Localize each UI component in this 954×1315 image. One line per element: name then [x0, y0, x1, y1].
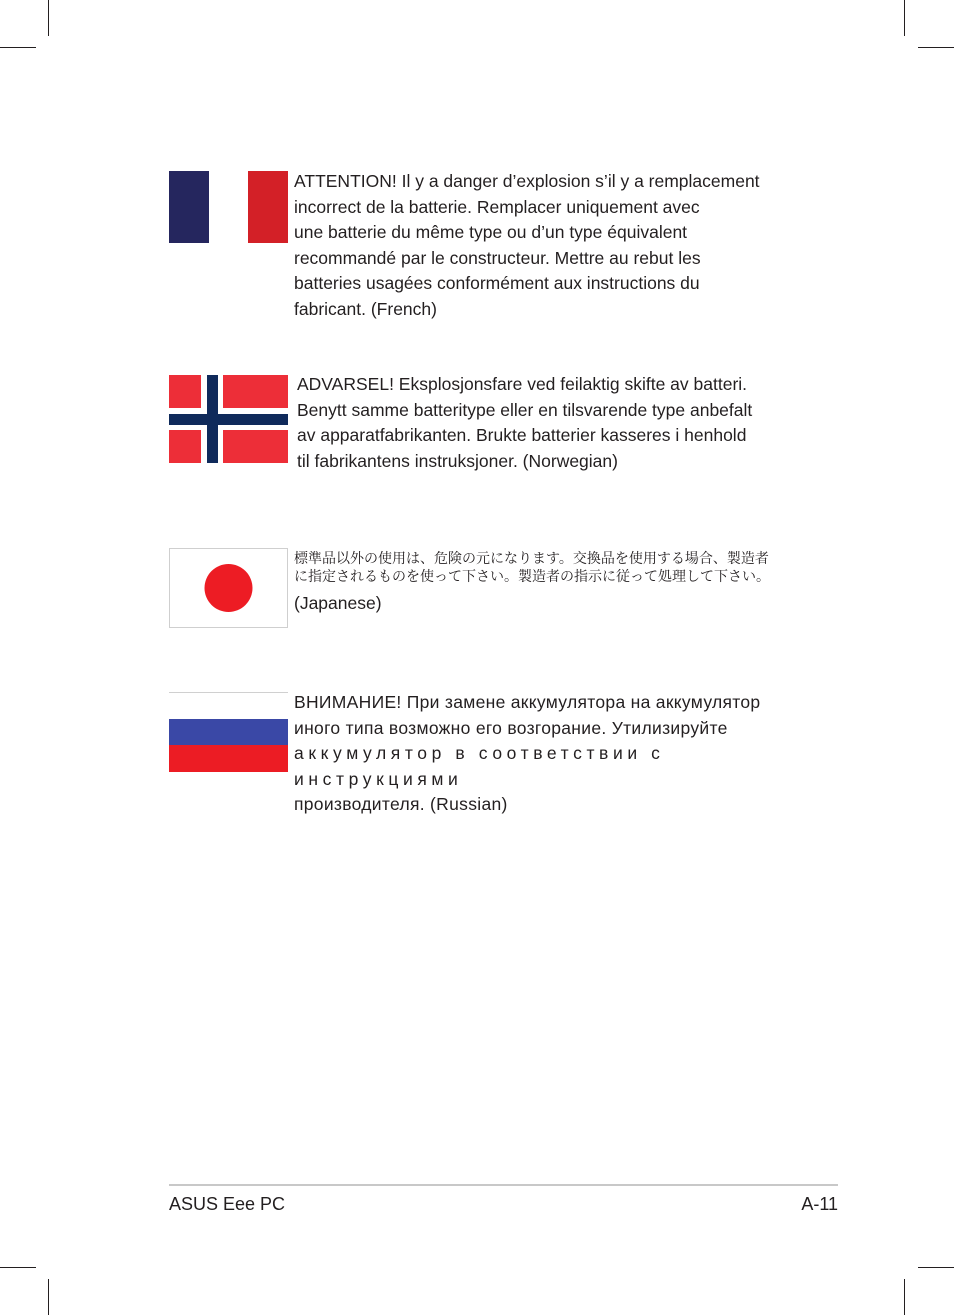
japanese-warning-line: に指定されるものを使って下さい。製造者の指示に従って処理して下さい。: [294, 569, 770, 585]
russian-flag-white-stripe: [169, 692, 288, 719]
norwegian-flag: [169, 375, 288, 463]
crop-mark-bottom-left-vertical: [48, 1279, 49, 1315]
footer-rule: [169, 1184, 838, 1186]
french-battery-warning: [294, 169, 799, 322]
russian-warning-line: ВНИМАНИЕ! При замене аккумулятора на аккумулятор: [294, 692, 761, 712]
japanese-battery-warning: [294, 550, 799, 586]
russian-flag: [169, 692, 288, 772]
french-flag-red-stripe: [248, 171, 288, 243]
japanese-warning-line: 標準品以外の使用は、危険の元になります。交換品を使用する場合、製造者: [294, 551, 769, 567]
norwegian-battery-warning: [297, 372, 797, 474]
crop-mark-bottom-right-vertical: [904, 1279, 905, 1315]
french-flag-white-stripe: [209, 171, 248, 243]
japanese-language-label: (Japanese): [294, 593, 382, 613]
french-warning-line: incorrect de la batterie. Remplacer uniquement avec: [294, 196, 700, 217]
russian-flag-top-edge: [169, 692, 288, 693]
crop-mark-top-left-horizontal: [0, 47, 36, 48]
french-flag: [169, 171, 288, 243]
crop-mark-bottom-right-horizontal: [918, 1267, 954, 1268]
russian-warning-line: иного типа возможно его возгорание. Утилизируйте: [294, 717, 728, 738]
russian-warning-line: аккумулятор в соответствии с инструкциями: [294, 743, 665, 789]
norwegian-warning-line: av apparatfabrikanten. Brukte batterier kasseres i henhold: [297, 425, 747, 445]
russian-flag-blue-stripe: [169, 719, 288, 745]
japanese-flag: [169, 548, 288, 628]
french-warning-line: ATTENTION! Il y a danger d’explosion s’il y a remplacement: [294, 171, 760, 191]
crop-mark-top-right-vertical: [904, 0, 905, 36]
french-warning-line: recommandé par le constructeur. Mettre au rebut les: [294, 247, 701, 268]
russian-warning-line: производителя. (Russian): [294, 794, 508, 814]
crop-mark-top-left-vertical: [48, 0, 49, 36]
norwegian-flag-blue-cross-horizontal: [169, 414, 288, 425]
norwegian-warning-line: Benytt samme batteritype eller en tilsvarende type anbefalt: [297, 399, 753, 420]
footer-product-name: ASUS Eee PC: [169, 1194, 286, 1214]
french-warning-line: fabricant. (French): [294, 298, 437, 319]
french-warning-line: batteries usagées conformément aux instructions du: [294, 273, 700, 293]
russian-battery-warning: [294, 690, 799, 818]
japanese-flag-disc: [205, 564, 253, 612]
crop-mark-bottom-left-horizontal: [0, 1267, 36, 1268]
norwegian-warning-line: ADVARSEL! Eksplosjonsfare ved feilaktig skifte av batteri.: [297, 374, 748, 394]
russian-flag-red-stripe: [169, 745, 288, 772]
french-warning-line: une batterie du même type ou d’un type équivalent: [294, 222, 688, 242]
norwegian-warning-line: til fabrikantens instruksjoner. (Norwegian): [297, 450, 618, 471]
french-flag-blue-stripe: [169, 171, 209, 243]
page-number: A-11: [801, 1194, 838, 1214]
crop-mark-top-right-horizontal: [918, 47, 954, 48]
